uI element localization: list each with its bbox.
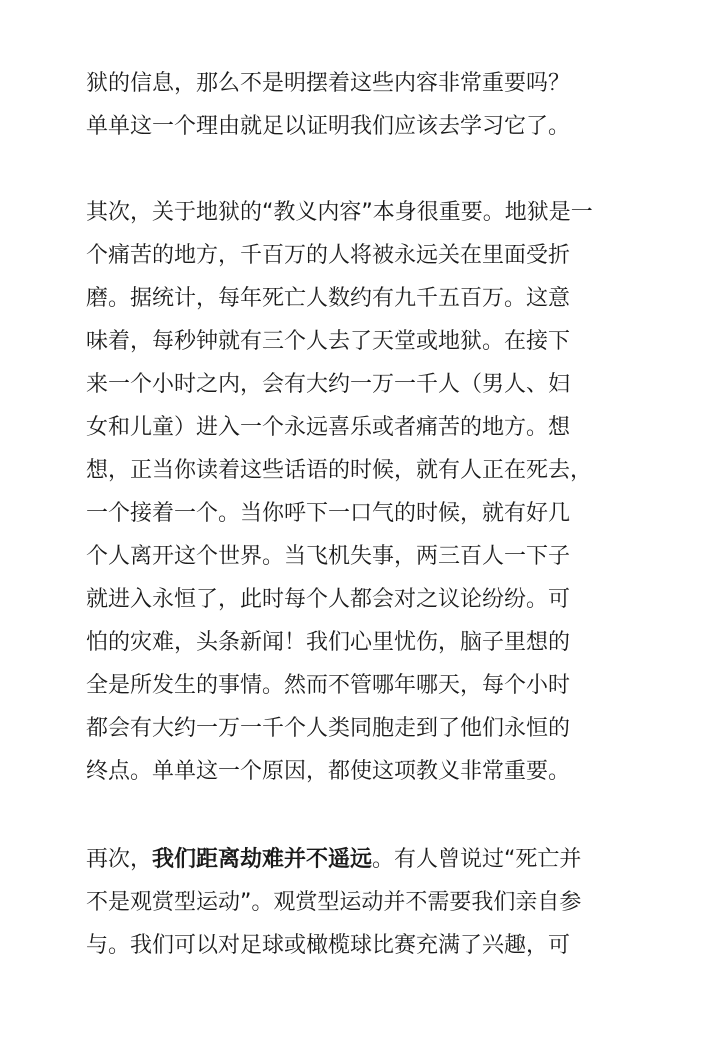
- text-line: 狱的信息，那么不是明摆着这些内容非常重要吗？: [86, 71, 571, 96]
- text-line: 个痛苦的地方，千百万的人将被永远关在里面受折: [86, 243, 571, 268]
- paragraph-3: [86, 838, 646, 967]
- text-line: 与。我们可以对足球或橄榄球比赛充满了兴趣，可: [86, 933, 571, 958]
- text-line: 怕的灾难，头条新闻！我们心里忧伤，脑子里想的: [86, 630, 571, 655]
- text-line: 味着，每秒钟就有三个人去了天堂或地狱。在接下: [86, 329, 571, 354]
- text-line: 磨。据统计，每年死亡人数约有九千五百万。这意: [86, 286, 571, 311]
- text-line: [86, 838, 646, 881]
- text-line: 想，正当你读着这些话语的时候，就有人正在死去，: [86, 458, 593, 483]
- text-line: 一个接着一个。当你呼下一口气的时候，就有好几: [86, 501, 571, 526]
- line-prefix: 再次，: [86, 847, 153, 872]
- text-line: 女和儿童）进入一个永远喜乐或者痛苦的地方。想: [86, 415, 571, 440]
- text-line: 个人离开这个世界。当飞机失事，两三百人一下子: [86, 544, 571, 569]
- text-line: 全是所发生的事情。然而不管哪年哪天，每个小时: [86, 673, 571, 698]
- text-line: 来一个小时之内，会有大约一万一千人（男人、妇: [86, 372, 571, 397]
- paragraph-2: [86, 191, 646, 793]
- text-line: 不是观赏型运动”。观赏型运动并不需要我们亲自参: [86, 890, 582, 915]
- text-line: 都会有大约一万一千个人类同胞走到了他们永恒的: [86, 716, 571, 741]
- emphasized-phrase: 我们距离劫难并不遥远: [152, 847, 373, 872]
- line-suffix: 。有人曾说过“死亡并: [372, 847, 582, 872]
- text-line: 就进入永恒了，此时每个人都会对之议论纷纷。可: [86, 587, 571, 612]
- paragraph-1: [86, 62, 646, 148]
- text-line: 单单这一个理由就足以证明我们应该去学习它了。: [86, 114, 571, 139]
- text-line: 其次，关于地狱的“教义内容”本身很重要。地狱是一: [86, 200, 593, 225]
- text-line: 终点。单单这一个原因，都使这项教义非常重要。: [86, 759, 571, 784]
